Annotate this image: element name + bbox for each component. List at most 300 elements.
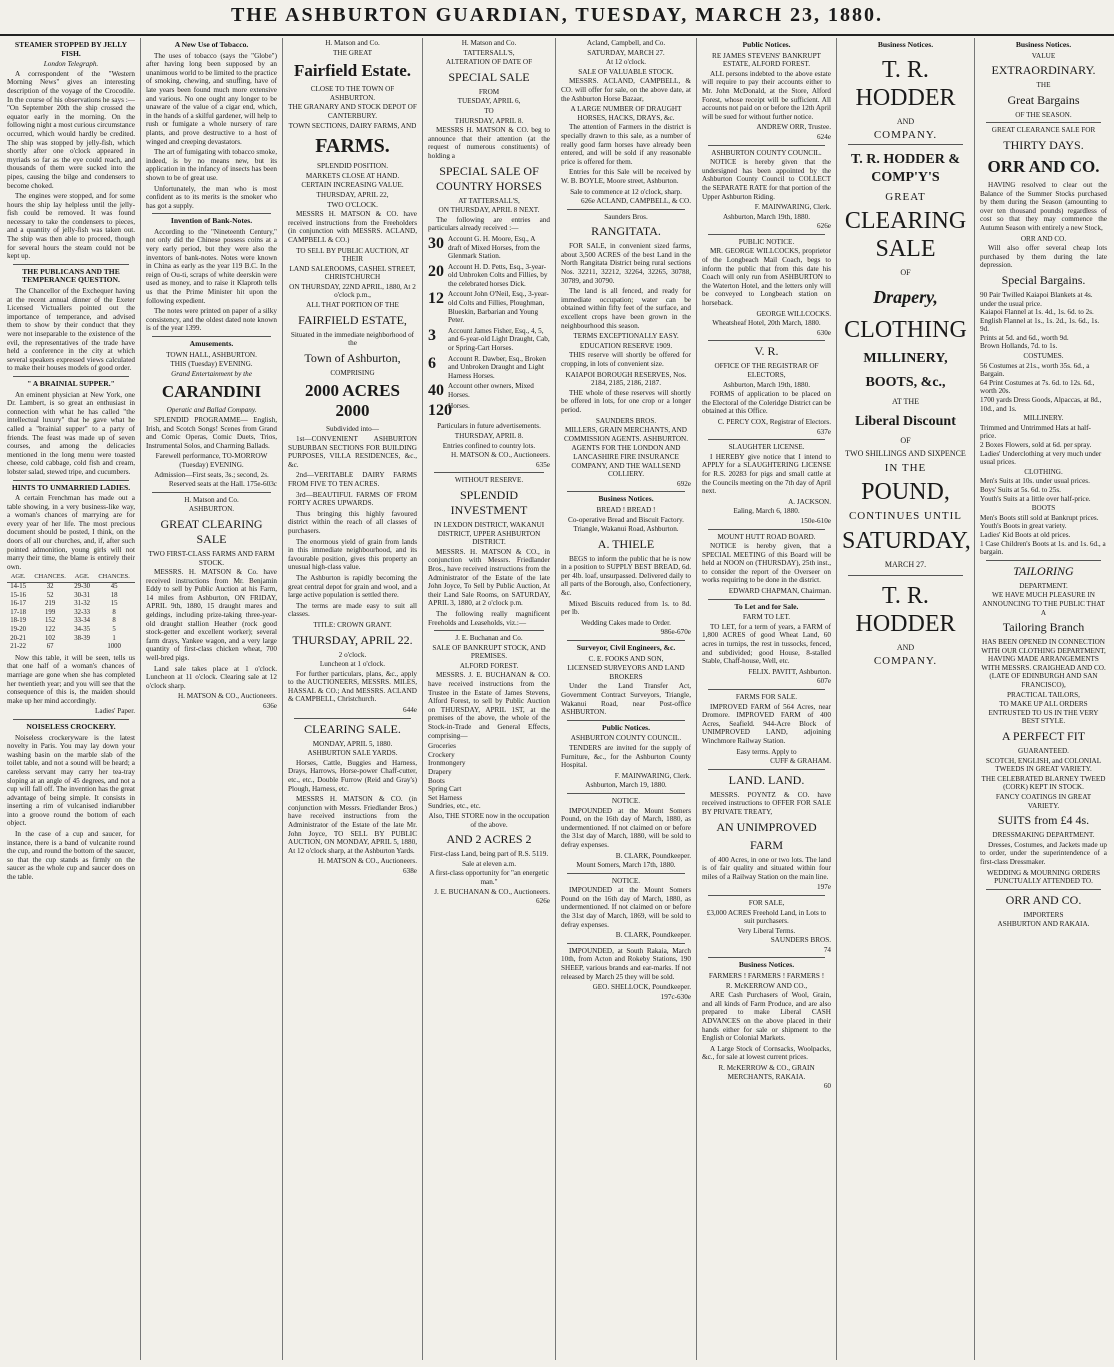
ad-text: FANCY COATINGS IN GREAT VARIETY.	[995, 793, 1092, 810]
ad-headline: NOTICE.	[611, 796, 641, 805]
ad-text: THE CELEBRATED BLARNEY TWEED (CORK) KEPT IN STOCK.	[981, 774, 1106, 792]
table-cell: 21-22	[10, 643, 27, 651]
list-item: 90 Pair Twilled Kaiapoi Blankets at 4s. under the usual price.	[980, 290, 1093, 308]
ad-headline: MOUNT HUTT ROAD BOARD.	[717, 532, 816, 541]
ad-headline: FOR SALE,	[748, 898, 785, 907]
ad-date: Ashburton, March 19th, 1880.	[722, 212, 811, 221]
ad-text: Operatic and Ballad Company.	[166, 406, 257, 415]
ad-text: Co-operative Bread and Biscuit Factory.	[568, 515, 684, 524]
ad-date: MONDAY, APRIL 5, 1880.	[312, 739, 393, 748]
ad-text: CERTAIN INCREASING VALUE.	[301, 181, 404, 190]
ad-text: 1st—CONVENIENT ASHBURTON SUBURBAN SECTIONS FOR BUILDING PURPOSES, VILLA RESIDENCES, &c., &c.	[288, 435, 417, 469]
list-item: Boots	[428, 776, 445, 785]
ad-text: SPLENDID PROGRAMME— English, Irish, and Scotch Songs! Scenes from Grand and Comic Operas, Comic Duets, Trios, Instrumental Solos, and Charming Ballads.	[146, 415, 277, 450]
ad-text: Situated in the immediate neighborhood of the	[290, 330, 415, 348]
ad-text: TENDERS are invited for the supply of Furniture, &c., for the Ashburton County Hospital.	[561, 743, 691, 770]
divider	[708, 439, 825, 440]
ad-text: ON THURSDAY, 22ND APRIL, 1880, At 2 o'clock p.m.,	[289, 282, 416, 300]
divider	[986, 560, 1101, 561]
ad-headline: Liberal Discount	[855, 413, 956, 429]
ad-signature: R. McKERROW & CO., GRAIN MERCHANTS, RAKAIA.	[718, 1064, 815, 1081]
ad-date: SATURDAY, MARCH 27.	[587, 48, 665, 57]
ad-headline: FARMS FOR SALE.	[735, 693, 798, 701]
table-cell: 45	[110, 583, 118, 591]
ad-date: THURSDAY, APRIL 8.	[454, 432, 524, 440]
ad-firm: SAUNDERS BROS.	[595, 416, 657, 425]
ad-text: WEDDING & MOURNING ORDERS PUNCTUALLY ATTENDED TO.	[986, 868, 1101, 886]
ad-text: MR. GEORGE WILLCOCKS, proprietor of the Longbeach Mail Coach, begs to inform the public that from this date his Coach will only run from ASHBURTON to the Waterton Hotel, and the letters only will be conveyed to Longbeach station on horseback.	[702, 247, 831, 308]
ad-ref: 636e	[263, 702, 277, 710]
article-paragraph: Noiseless crockeryware is the latest novelty in Paris. You may lay down your washing basin on the marble slab of the toilet table, and not a sound will be heard; a careless servant may carry her tea-tray sloping at an angle of 45 degrees, and not a cup will fall off. The invention has the great advantage of being simple. It consists in inserting a rim of vulcanised indiarubber into a groove round the bottom of each object.	[7, 733, 135, 828]
ad-date: MARCH 27.	[884, 559, 927, 569]
article-paragraph: A certain Frenchman has made out a table showing, in a very business-like way, a woman's chances of marrying are for every year of her life. The most precious document should be posted, I think, on the doors of all our churches, and, if, after such pointed admonition, young girls will not marry their time, the blame is entirely their own.	[7, 494, 135, 571]
ad-headline: CLEARING SALE.	[304, 721, 401, 736]
ad-text: Entries confined to country lots.	[442, 441, 536, 450]
ad-headline: T. R. HODDER	[855, 582, 956, 637]
ad-text: WITHOUT RESERVE.	[454, 476, 524, 485]
ad-headline: OFFICE OF THE REGISTRAR OF ELECTORS,	[714, 362, 819, 379]
ad-date: THURSDAY, APRIL 8.	[454, 116, 524, 125]
article-source: Ladies' Paper.	[94, 707, 135, 716]
ad-text: At 12 o'clock.	[605, 58, 647, 67]
ad-signature: J. E. BUCHANAN & CO., Auctioneers.	[434, 887, 550, 896]
lot-description: Account John O'Neil, Esq., 3-year-old Colts and Fillies, Ploughman, Blueskin, Barbarian and Young Peter.	[448, 290, 549, 325]
table-row	[7, 592, 135, 601]
ad-text: A Large Stock of Cornsacks, Woolpacks, &c., for sale at lowest current prices.	[702, 1044, 831, 1062]
table-cell: 8	[112, 608, 116, 616]
divider	[434, 630, 544, 631]
ad-date: Ashburton, March 19, 1880.	[585, 781, 667, 790]
table-cell: 1	[112, 634, 116, 642]
ad-text: LICENSED SURVEYORS AND LAND BROKERS	[567, 664, 685, 681]
article-paragraph: The engines were stopped, and for some hours the ship lay helpless until the jelly-fish could be removed. It was found necessary to take the condensers to pieces, and a quantity of jelly-fish was taken out. The ship was then able to proceed, though for several hours the steam could not be kept up.	[7, 192, 135, 261]
divider	[986, 122, 1101, 123]
ad-headline: SPLENDID INVESTMENT	[450, 487, 528, 517]
ad-text: ALTERATION OF DATE OF	[445, 58, 533, 67]
item-list	[980, 424, 1107, 467]
ad-text: IMPOUNDED, at South Rakaia, March 10th, from Acton and Rokeby Stations, 190 SHEEP, various brands and ear-marks. If not released by March 25 they will be sold.	[561, 946, 691, 981]
table-row	[7, 609, 135, 618]
ad-headline: Tailoring Branch	[1002, 620, 1085, 635]
ad-ref: 607e	[817, 677, 831, 686]
ad-headline: Fairfield Estate.	[293, 61, 412, 81]
ad-ref: 60	[823, 1082, 831, 1091]
ad-subhead: COSTUMES.	[1023, 352, 1064, 361]
ad-text: Land sale takes place at 1 o'clock. Luncheon at 11 o'clock. Clearing sale at 12 o'clock sharp.	[146, 664, 277, 690]
section-heading: Public Notices.	[601, 722, 651, 732]
ad-text: Grand Entertainment by the	[171, 369, 252, 378]
lot-count: 30	[428, 234, 444, 252]
table-cell: 52	[46, 591, 54, 599]
table-cell: 31-32	[74, 600, 91, 608]
ad-headline: MILLINERY,	[863, 350, 948, 366]
article-title: Invention of Bank-Notes.	[170, 216, 253, 226]
section-heading: Business Notices.	[738, 960, 795, 970]
lot-description: Account R. Dawber, Esq., Broken and Unbroken Draught and Light Harness Horses.	[448, 354, 546, 380]
ad-ref: 624e	[817, 132, 831, 141]
ad-subhead: MILLINERY.	[1023, 414, 1064, 423]
article-source: London Telegraph.	[43, 60, 99, 69]
ad-text: DEPARTMENT.	[1019, 581, 1068, 590]
ad-text: £3,000 ACRES Freehold Land, in Lots to suit purchasers.	[706, 908, 827, 926]
lot-description: Account other owners, Mixed Horses.	[448, 382, 534, 399]
ad-text: VALUE	[1031, 51, 1056, 60]
ad-text: 3rd—BEAUTIFUL FARMS OF FROM FORTY ACRES UPWARDS.	[288, 490, 417, 508]
ad-text: EDUCATION RESERVE 1909.	[579, 341, 673, 350]
list-item: Crockery	[428, 750, 455, 759]
ad-text: LAND SALEROOMS, CASHEL STREET, CHRISTCHURCH	[289, 264, 416, 282]
ad-text: The Ashburton is rapidly becoming the great central depot for grain and wool, and a large active population is settled there.	[288, 573, 417, 600]
ad-text: Very Liberal Terms.	[737, 926, 796, 935]
divider	[567, 793, 685, 794]
ad-text: FOR SALE, in convenient sized farms, about 3,500 ACRES of the best Land in the North Rangitata District being rural sections Nos. 32211, 32212, 32264, 32265, 30788, 30789, and 30790.	[561, 242, 691, 285]
ad-text: AT TATTERSALL'S,	[458, 196, 520, 205]
column-8	[975, 38, 1112, 1360]
ad-signature: H. MATSON & CO., Auctioneers.	[177, 692, 277, 701]
ad-headline: SALE OF BANKRUPT STOCK, AND PREMISES.	[432, 643, 546, 661]
ad-text: KAIAPOI BOROUGH RESERVES, Nos. 2184, 2185, 2186, 2187.	[565, 370, 687, 388]
ad-text: The enormous yield of grain from lands in this immediate neighbourhood, and its favourable position, gives this property an unusual high-class value.	[288, 537, 417, 572]
ad-text: AT THE	[891, 396, 920, 406]
table-cell: 18-19	[10, 617, 27, 625]
ad-text: The following are entries and particulars already received :—	[428, 215, 550, 233]
section-heading: To Let and for Sale.	[734, 601, 799, 611]
lot-count: 3	[428, 326, 436, 344]
ad-signature: ANDREW ORR, Trustee.	[756, 123, 831, 132]
table-cell: 1000	[107, 643, 121, 651]
lot-description: Account G. H. Moore, Esq., A draft of Mixed Horses, from the Glenmark Station.	[448, 234, 540, 261]
ad-headline: SATURDAY,	[842, 527, 971, 554]
lot-count: 6	[428, 354, 436, 372]
ad-text: GREAT	[885, 190, 926, 203]
masthead	[0, 0, 1114, 36]
list-item: 1700 yards Dress Goods, Alpaccas, at 8d., 10d., and 1s.	[980, 396, 1102, 413]
section-heading: Business Notices.	[598, 494, 654, 504]
article-paragraph: The art of fumigating with tobacco smoke, indeed, is by no means new, but its application in the infancy of insects has been shown to be of great use.	[146, 148, 277, 182]
table-cell: 199	[45, 608, 56, 616]
ad-text: IMPOUNDED at the Mount Somers Pound on the 16th day of March, 1880, as undermentioned. If not claimed on or before the 31st day of March, 1869, will be sold to defray expenses.	[561, 886, 691, 929]
table-row	[7, 583, 135, 592]
ad-text: A LARGE NUMBER OF DRAUGHT HORSES, HACKS, DRAYS, &c.	[570, 105, 682, 122]
list-item: Groceries	[428, 742, 456, 751]
article-paragraph: Now this table, it will be seen, tells us that one half of a woman's chances of marriage are gone when she has completed her twentieth year; and you will see that the consequence of this is, the maiden should make up her mind accordingly.	[7, 653, 135, 705]
table-row	[7, 600, 135, 609]
ad-text: First-class Land, being part of R.S. 5119.	[429, 850, 549, 859]
ad-text: MESSRS H. MATSON & CO. (in conjunction with Messrs. Friedlander Bros.) have received instructions from the Administrator of the Estate of the late Mr. John Joyce, TO SELL BY PUBLIC AUCTION, ON MONDAY, APRIL 5, 1880, At 12 o'clock sharp, at the Ashburton Yards.	[288, 795, 417, 855]
ad-headline: SPECIAL SALE OF COUNTRY HORSES	[436, 163, 542, 193]
ad-signature: F. MAINWARING, Clerk.	[754, 203, 831, 212]
table-header: CHANCES.	[93, 573, 135, 582]
ad-text: For further particulars, plans, &c., apply to the AUCTIONEERS, MESSRS. MILES, HASSAL & CO.; And MESSRS. ACLAND & CAMPBELL, Christchurch.	[288, 669, 417, 704]
list-item: 2 Boxes Flowers, sold at 6d. per spray.	[980, 441, 1092, 449]
ad-text: 2nd—VERITABLE DAIRY FARMS FROM FIVE TO TEN ACRES.	[288, 471, 417, 488]
ad-signature: 626e ACLAND, CAMPBELL, & CO.	[580, 197, 691, 206]
ad-headline: TAILORING	[1013, 563, 1074, 578]
column-2	[141, 38, 283, 1360]
column-3	[283, 38, 423, 1360]
ad-text: HAVING resolved to clear out the Balance of the Summer Stocks purchased by them during the Season (amounting to over ten thousand pounds) regardless of cost so that they may commence the Autumn Season with entirely a new Stock,	[980, 180, 1107, 232]
ad-firm: Saunders Bros.	[604, 212, 648, 221]
divider	[152, 336, 271, 337]
ad-text: A first-class opportunity for "an energetic man."	[429, 869, 549, 886]
ad-headline: PUBLIC NOTICE.	[738, 237, 795, 246]
ad-text: AND	[896, 642, 915, 652]
ad-headline: BOOTS, &c.,	[865, 374, 946, 390]
ad-headline: SPECIAL SALE	[448, 69, 530, 84]
ad-text: MESSRS. POYNTZ & CO. have received instructions to OFFER FOR SALE BY PRIVATE TREATY,	[702, 790, 831, 816]
ad-headline: FARM TO LET.	[742, 613, 791, 622]
ad-text: OF THE SEASON.	[1015, 110, 1072, 119]
ad-headline: ORR AND CO.	[987, 156, 1100, 176]
ad-headline: CARANDINI	[161, 382, 262, 402]
section-heading: Business Notices.	[1015, 40, 1072, 49]
lot-count: 40	[428, 382, 444, 400]
divider	[708, 340, 825, 341]
ad-headline: TWO SHILLINGS AND SIXPENCE	[845, 449, 966, 459]
list-item: Ironmongery	[428, 759, 466, 768]
ad-venue: TOWN HALL, ASHBURTON.	[166, 350, 257, 359]
ad-signature: FELIX. PAVITT, Ashburton.	[748, 667, 831, 676]
list-item: English Flannel at 1s., 1s. 2d., 1s. 6d., 1s. 9d.	[980, 316, 1100, 334]
ad-text: The following really magnificent Freeholds and Leaseholds, viz.:—	[428, 609, 550, 627]
ad-signature: CUFF & GRAHAM.	[770, 757, 831, 766]
ad-text: Admission—First seats, 3s.; second, 2s.	[154, 470, 269, 479]
ad-text: Easy terms. Apply to	[736, 747, 797, 756]
item-list	[980, 514, 1107, 557]
section-heading: Business Notices.	[877, 40, 934, 49]
ad-text: 2 o'clock.	[338, 650, 367, 659]
ad-text: TWO FIRST-CLASS FARMS AND FARM STOCK.	[148, 549, 275, 567]
ad-text: MESSRS. H. MATSON & CO., in conjunction with Messrs. Friedlander Bros., have received instructions from the Administrator of the Estate of the late John Joyce, To Sell by Public Auction, At their Land Sale Rooms, on SATURDAY, APRIL 3, 1880, at 2 o'clock p.m.	[428, 547, 550, 608]
article-title: " A BRAINIAL SUPPER."	[27, 378, 115, 388]
table-cell: 17-18	[10, 608, 27, 616]
table-cell: 20-21	[10, 634, 27, 642]
newspaper-title: THE ASHBURTON GUARDIAN, TUESDAY, MARCH 23, 1880.	[230, 4, 884, 26]
table-cell: 29-30	[74, 583, 91, 591]
ad-text: Dresses, Costumes, and Jackets made up to order, under the superintendence of a first-class Dressmaker.	[980, 840, 1107, 866]
table-cell: 15	[110, 600, 118, 608]
table-row	[7, 635, 135, 644]
ad-ref: 637e	[817, 427, 831, 436]
list-item: Brown Hollands, 7d. to 1s.	[980, 342, 1058, 351]
column-5	[556, 38, 697, 1360]
table-row	[7, 617, 135, 626]
table-header: AGE.	[71, 573, 93, 582]
ad-date: Ashburton, March 19th, 1880.	[722, 380, 811, 389]
ad-text: Sale to commence at 12 o'clock, sharp.	[570, 187, 682, 196]
lot-count: 20	[428, 262, 444, 280]
ad-headline: RE JAMES STEVENS' BANKRUPT ESTATE, ALFORD FOREST.	[712, 51, 821, 69]
horse-lot	[428, 235, 550, 261]
table-cell: 38-39	[74, 634, 91, 642]
ad-ref: 630e	[817, 328, 831, 337]
article-paragraph: A correspondent of the "Western Morning News" gives an interesting description of the voyage of the Crocodile. In the course of his observations he says :— "On September 20th the ship crossed the equator early in the morning. On the following night a most curious circumstance occurred, which would hardly be credited. The ship was stopped by jelly-fish, which shortly after one o'clock appeared in myriads so far as the eye could reach, and thousands of them were sucked into the pipes, causing the bilge and condensers to become choked.	[7, 69, 135, 190]
ad-firm: ORR AND CO.	[1020, 234, 1067, 243]
ad-text: MARKETS CLOSE AT HAND.	[305, 171, 400, 180]
ad-text: The terms are made easy to suit all classes.	[288, 601, 417, 619]
ad-ref: 150e-610e	[800, 516, 831, 525]
ad-text: TOWN SECTIONS, DAIRY FARMS, AND	[288, 121, 417, 130]
ad-signature: B. CLARK, Poundkeeper.	[615, 931, 691, 940]
divider	[708, 234, 825, 235]
ad-text: Subdivided into—	[326, 425, 379, 434]
lot-count: 120	[428, 402, 452, 420]
column-4	[423, 38, 556, 1360]
table-cell: 102	[45, 634, 56, 642]
ad-text: THIS reserve will shortly be offered for cropping, in lots of convenient size.	[561, 351, 691, 368]
list-item: Drapery	[428, 768, 452, 776]
divider	[708, 529, 825, 530]
divider	[152, 492, 271, 493]
ad-headline: CLEARING SALE	[844, 208, 967, 263]
table-cell: 8	[112, 617, 116, 625]
table-cell: 219	[45, 600, 56, 608]
list-item: Prints at 5d. and 6d., worth 9d.	[980, 333, 1069, 342]
divider	[567, 491, 685, 492]
divider	[708, 895, 825, 896]
table-cell: 34-35	[74, 626, 91, 633]
ad-headline: AN UNIMPROVED	[716, 819, 817, 834]
table-row	[7, 643, 135, 652]
ad-headline: ORR AND CO.	[1005, 892, 1082, 907]
table-cell: 19-20	[10, 626, 27, 633]
divider	[708, 769, 825, 770]
ad-text: ASHBURTON SALE YARDS.	[307, 749, 398, 758]
ad-subhead: DRESSMAKING DEPARTMENT.	[992, 831, 1095, 840]
ad-headline: EXTRAORDINARY.	[991, 63, 1096, 78]
ad-text: of 400 Acres, in one or two lots. The land is of fair quality and situated within four miles of a Railway Station on the main line.	[702, 855, 831, 881]
ad-text: IMPROVED FARM of 564 Acres, near Dromore. IMPROVED FARM of 400 Acres, Seafield. 944-Acre Block of UNIMPROVED LAND, adjoining Winchmore Railway Station.	[702, 702, 831, 745]
ad-text: SPLENDID POSITION.	[316, 162, 389, 171]
horse-lot	[428, 327, 550, 353]
divider	[986, 889, 1101, 890]
ad-signature: C. PERCY COX, Registrar of Electors.	[717, 417, 831, 426]
ad-text: ARE Cash Purchasers of Wool, Grain, and all kinds of Farm Produce, and are also prepared to make Liberal CASH ADVANCES on the above placed in their hands either for sale or shipment to the English or Colonial Markets.	[702, 991, 831, 1043]
ad-text: MESSRS. H. MATSON & Co. have received instructions from Mr. Benjamin Eddy to sell by Public Auction at his Farm, 14 miles from Ashburton, ON FRIDAY, APRIL 9th, 1880, 15 draught mares and geldings, including prize-taking three-year-old draught stallion Heather (rock good stock-getter and excellent worker); several farm drays, Yankee wagon, and a very large quantity of first-class chicken wheat, 700 well-bred pigs.	[146, 568, 277, 663]
table-cell: 18	[110, 591, 118, 599]
ad-signature: F. MAINWARING, Clerk.	[614, 771, 691, 780]
ad-text: THE GRANARY AND STOCK DEPOT OF CANTERBURY.	[288, 103, 417, 120]
ad-headline: A. THIELE	[597, 536, 655, 551]
ad-text: Mixed Biscuits reduced from 1s. to 8d. per lb.	[561, 599, 691, 617]
table-header: CHANCES.	[29, 573, 71, 582]
ad-firm: R. McKERROW AND CO.,	[725, 981, 808, 990]
ad-signature: A. JACKSON.	[788, 497, 831, 506]
ad-headline: SLAUGHTER LICENSE.	[728, 443, 805, 452]
ad-headline: FAIRFIELD ESTATE,	[298, 312, 407, 327]
ad-text: Wedding Cakes made to Order.	[581, 618, 671, 627]
ad-text: FROM	[478, 87, 500, 96]
divider	[152, 213, 271, 214]
ad-headline: TATTERSALL'S,	[463, 48, 515, 57]
ad-firm: H. Matson and Co.	[325, 39, 380, 47]
ad-text: Luncheon at 1 o'clock.	[319, 660, 386, 669]
table-cell: 5	[112, 626, 116, 633]
ad-ref: 986e-670e	[660, 628, 691, 637]
ad-headline: Town of Ashburton,	[304, 350, 401, 365]
ad-text: HAS BEEN OPENED IN CONNECTION WITH OUR CLOTHING DEPARTMENT, HAVING MADE ARRANGEMENTS WITH MESSRS. CRAIGHEAD AND CO. (LATE OF EDINBURGH AND SAN FRANCISCO),	[981, 638, 1106, 690]
lot-description: Horses.	[448, 402, 470, 411]
table-header: AGE.	[7, 573, 29, 582]
ad-date: TUESDAY, APRIL 6,	[457, 97, 521, 106]
ad-place: ASHBURTON.	[188, 505, 235, 514]
ad-text: THE GREAT	[333, 48, 372, 57]
lot-count: 12	[428, 290, 444, 308]
ad-signature: GEORGE WILLCOCKS.	[756, 309, 831, 318]
divider	[13, 264, 129, 265]
ad-text: COMPANY.	[873, 655, 938, 668]
ad-text: Particulars in future advertisements.	[437, 422, 541, 431]
ad-text: TO LET, for a term of years, a FARM of 1,800 ACRES of good Wheat Land, 60 acres in turnips, the rest in tussocks, fenced, and subdivided; good House, 8-stalled Stable, Chaff-house, Well, etc.	[702, 622, 831, 666]
list-item: Men's Suits at 10s. under usual prices.	[980, 477, 1090, 486]
ad-text: IMPORTERS	[1023, 910, 1064, 919]
ad-text: CLOSE TO THE TOWN OF ASHBURTON.	[310, 85, 395, 102]
ad-firm: Acland, Campbell, and Co.	[586, 39, 666, 47]
ad-ref: 638e	[403, 866, 417, 875]
ad-ref: 197e	[817, 883, 831, 892]
ad-text: GREAT CLEARANCE SALE FOR	[991, 126, 1096, 135]
table-cell: 122	[45, 626, 56, 633]
ad-text: CONTINUES UNTIL	[848, 510, 963, 523]
list-item: Youth's Boots in great variety.	[980, 522, 1067, 531]
ad-text: MILLERS, GRAIN MERCHANTS, AND COMMISSION AGENTS. ASHBURTON.	[563, 426, 689, 443]
ad-text: AND	[896, 116, 915, 126]
divider	[708, 957, 825, 958]
article-title: NOISELESS CROCKERY.	[26, 721, 116, 731]
ad-text: Entries for this Sale will be received by W. B. BOYLE, Moore street, Ashburton.	[561, 168, 691, 185]
ad-signature: EDWARD CHAPMAN, Chairman.	[728, 587, 831, 596]
ad-text: NOTICE is hereby given that the undersigned has been appointed by the Ashburton County Council to COLLECT the SEPARATE RATE for that portion of the Upper Ashburton Riding.	[702, 158, 831, 201]
horse-lot	[428, 290, 550, 324]
horse-lots	[428, 235, 550, 421]
ad-firm: J. E. Buchanan and Co.	[455, 634, 523, 643]
ad-signature: B. CLARK, Poundkeeper.	[615, 851, 691, 860]
article-title: THE PUBLICANS AND THE TEMPERANCE QUESTION.	[22, 266, 120, 285]
table-row	[7, 626, 135, 635]
section-heading: Amusements.	[189, 339, 234, 348]
divider	[13, 376, 129, 377]
table-cell: 152	[45, 617, 56, 625]
ad-date: THURSDAY, APRIL 22,	[316, 190, 389, 199]
article-paragraph: Unfortunately, the man who is most confident as to its merits is the smoker who has got a supply.	[146, 184, 277, 210]
item-list	[980, 291, 1107, 351]
article-paragraph: In the case of a cup and saucer, for instance, there is a band of vulcanite round the cup, and round the bottom of the saucer, so that the cup stands as firmly on the saucer as the whole cup and saucer does on the table.	[7, 830, 135, 882]
ad-headline: Drapery,	[873, 286, 938, 307]
list-item: Trimmed and Untrimmed Hats at half-price.	[980, 423, 1091, 441]
table-cell: 30-31	[74, 591, 91, 599]
divider	[13, 719, 129, 720]
ad-headline: T. R. HODDER & COMP'Y'S	[850, 151, 961, 185]
list-item: Ladies' Underclothing at very much under usual prices.	[980, 449, 1102, 467]
ad-ref: 692e	[677, 479, 691, 488]
article-paragraph: According to the "Nineteenth Century," not only did the Chinese possess coins at a very early period, but they were also the inventors of bank-notes. Notes were known in China as early as the year 119 B.C. In the reign of Ou-ti, scraps of white deerskin were used as money, and to raise it Klaproth tells us that the Prime Minister hit upon the following expedient.	[146, 227, 277, 305]
ad-signature: GEO. SHELLOCK, Poundkeeper.	[592, 983, 691, 992]
ad-text: TERMS EXCEPTIONALLY EASY.	[573, 332, 679, 341]
ad-headline: FARMERS ! FARMERS ! FARMERS !	[708, 972, 825, 981]
ad-text: Also, THE STORE now in the occupation of the above.	[428, 811, 550, 829]
ad-ref: 644e	[403, 706, 417, 715]
ad-text: Farewell performance, TO-MORROW (Tuesday) EVENING.	[155, 452, 268, 469]
crest: V. R.	[754, 344, 779, 359]
ad-headline: CLOTHING	[844, 316, 967, 343]
ad-text: The land is all fenced, and ready for immediate occupation; water can be obtained within fifty feet of the surface, and excellent crops have been grown in the neighbourhood this season.	[561, 287, 691, 330]
ad-date: Ealing, March 6, 1880.	[733, 507, 800, 516]
divider	[294, 718, 411, 719]
ad-headline: THIRTY DAYS.	[1003, 137, 1084, 152]
ad-headline: Special Bargains.	[1001, 272, 1086, 287]
article-paragraph: The Chancellor of the Exchequer having at the recent annual dinner of the Exeter Licensed Victuallers pointed out the importance of temperance, and advised them to show by their conduct that they were not inseparable to the existence of the evil, the representatives of the trade have held a conference in the city at which several speakers expressed views calculated to make their houses models of good order.	[7, 287, 135, 373]
list-item: Set Harness	[428, 793, 463, 802]
